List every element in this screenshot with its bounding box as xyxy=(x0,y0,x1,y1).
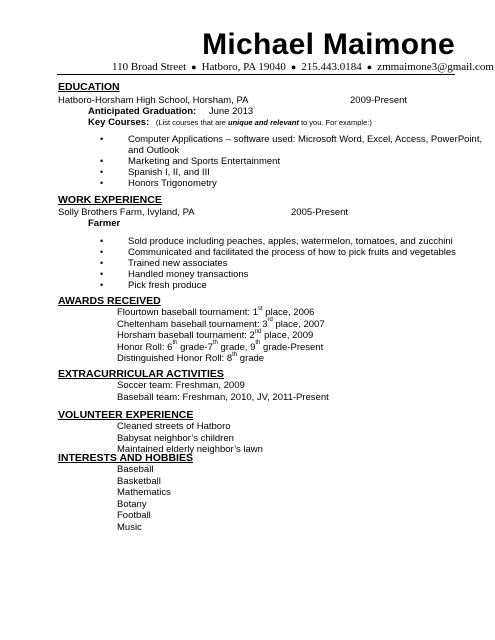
awards-list xyxy=(117,307,325,365)
list-item: • Trained new associates xyxy=(100,258,456,269)
award-item xyxy=(117,353,325,365)
list-item: • Spanish I, II, and III xyxy=(100,167,482,178)
contact-line xyxy=(112,61,494,73)
list-item: Soccer team: Freshman, 2009 xyxy=(117,380,245,391)
bullet-dot-icon: ● xyxy=(366,62,373,72)
award-item xyxy=(117,330,325,342)
award-text: Distinguished Honor Roll: 8 xyxy=(117,353,233,364)
award-text: grade, 9 xyxy=(217,341,256,353)
work-heading: WORK EXPERIENCE xyxy=(58,194,162,206)
interests-heading: INTERESTS AND HOBBIES xyxy=(58,452,193,464)
graduation-line xyxy=(88,106,253,117)
list-item: • Handled money transactions xyxy=(100,269,456,280)
education-heading: EDUCATION xyxy=(58,81,120,93)
key-courses-note xyxy=(156,118,372,127)
award-item xyxy=(117,342,325,354)
award-suffix: th xyxy=(172,340,178,347)
list-item: • Pick fresh produce xyxy=(100,280,456,291)
bullet-dot-icon: ● xyxy=(191,62,197,72)
education-school: Hatboro-Horsham High School, Horsham, PA xyxy=(58,95,249,106)
award-text: place, 2006 xyxy=(262,307,315,318)
contact-email: zmmaimone3@gmail.com xyxy=(377,61,494,73)
duties-list xyxy=(100,236,456,291)
key-courses-line xyxy=(88,117,372,128)
award-suffix: nd xyxy=(254,328,262,335)
list-item-text: and Outlook xyxy=(128,145,180,156)
list-item: • Sold produce including peaches, apples, watermelon, tomatoes, and zucchini xyxy=(100,236,456,247)
key-courses-label: Key Courses: xyxy=(88,117,150,128)
graduation-value: June 2013 xyxy=(208,106,254,117)
list-item: Football xyxy=(117,510,151,521)
award-suffix: th xyxy=(212,340,218,347)
award-text: Flourtown baseball tournament: 1 xyxy=(117,307,258,318)
graduation-label: Anticipated Graduation: xyxy=(88,106,197,117)
award-text: grade-Present xyxy=(260,341,324,353)
award-item xyxy=(117,319,325,331)
award-suffix: th xyxy=(232,351,238,358)
list-item-continuation xyxy=(100,145,482,156)
volunteer-heading: VOLUNTEER EXPERIENCE xyxy=(58,409,194,421)
list-item: Basketball xyxy=(117,475,161,487)
award-text: grade xyxy=(237,353,265,364)
work-employer: Solly Brothers Farm, Ivyland, PA xyxy=(58,207,195,218)
header-divider xyxy=(57,74,455,75)
award-text: Honor Roll: 6 xyxy=(117,341,173,353)
list-item: Mathematics xyxy=(117,487,171,498)
list-item: • Honors Trigonometry xyxy=(100,178,482,189)
courses-list xyxy=(100,134,482,189)
award-text: place, 2007 xyxy=(272,318,325,330)
interests-list xyxy=(117,464,171,533)
bullet-dot-icon: ● xyxy=(290,62,297,72)
list-item: Botany xyxy=(117,498,147,510)
award-suffix: st xyxy=(258,305,263,312)
extracurricular-list xyxy=(117,380,329,403)
note-text: (List courses that are xyxy=(155,118,229,127)
list-item: • Communicated and facilitated the process of how to pick fruits and vegetables xyxy=(100,247,456,258)
award-item xyxy=(117,307,325,319)
volunteer-list xyxy=(117,421,263,456)
contact-city: Hatboro, PA 19040 xyxy=(201,61,286,73)
award-text: grade-7 xyxy=(177,341,213,353)
award-text: place, 2009 xyxy=(261,330,314,341)
work-dates: 2005-Present xyxy=(291,207,349,218)
note-text: to you. For example:) xyxy=(298,118,372,127)
education-dates: 2009-Present xyxy=(350,95,408,106)
list-item: Baseball team: Freshman, 2010, JV, 2011-Present xyxy=(117,391,329,403)
list-item: Maintained elderly neighbor’s lawn xyxy=(117,444,263,455)
extracurricular-heading: EXTRACURRICULAR ACTIVITIES xyxy=(58,368,224,380)
award-suffix: th xyxy=(255,340,261,347)
award-suffix: rd xyxy=(267,317,273,324)
list-item: Cleaned streets of Hatboro xyxy=(117,421,231,432)
award-text: Horsham baseball tournament: 2 xyxy=(117,330,255,341)
resume-name: Michael Maimone xyxy=(202,28,455,61)
work-title: Farmer xyxy=(88,218,121,229)
list-item: • Marketing and Sports Entertainment xyxy=(100,156,482,167)
awards-heading: AWARDS RECEIVED xyxy=(58,295,161,307)
contact-street: 110 Broad Street xyxy=(112,61,187,73)
contact-phone: 215.443.0184 xyxy=(301,61,362,73)
list-item: Babysat neighbor’s children xyxy=(117,432,234,444)
list-item: • Computer Applications – software used: Microsoft Word, Excel, Access, PowerPoint, xyxy=(100,134,482,145)
note-emphasis: unique and relevant xyxy=(228,118,299,127)
list-item: Music xyxy=(117,521,142,533)
list-item: Baseball xyxy=(117,464,154,475)
award-text: Cheltenham baseball tournament: 3 xyxy=(117,318,268,330)
